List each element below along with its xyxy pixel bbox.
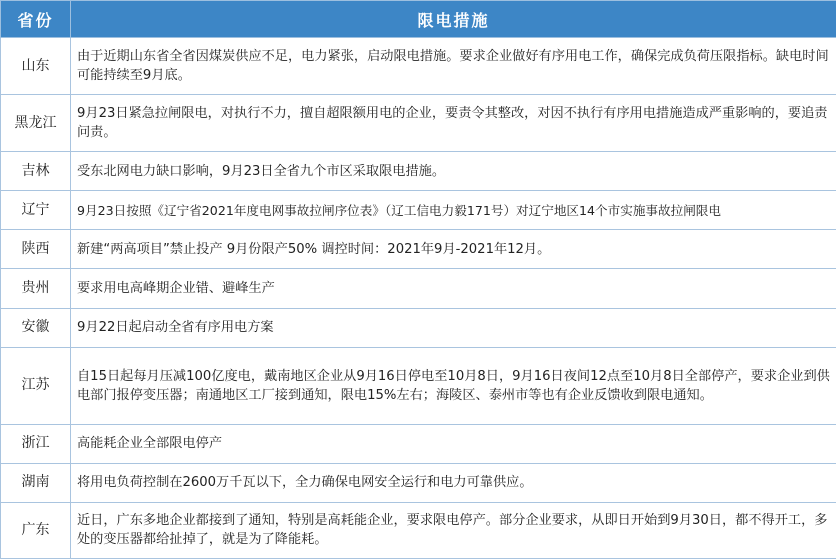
table-header-row [1, 1, 836, 38]
province-cell: 辽宁 [1, 191, 71, 230]
table-row [1, 269, 836, 308]
measures-cell: 将用电负荷控制在2600万千瓦以下，全力确保电网安全运行和电力可靠供应。 [71, 463, 836, 502]
table-row [1, 424, 836, 463]
province-cell: 贵州 [1, 269, 71, 308]
province-cell: 山东 [1, 38, 71, 95]
table-row [1, 38, 836, 95]
measures-cell: 高能耗企业全部限电停产 [71, 424, 836, 463]
province-cell: 安徽 [1, 308, 71, 347]
table-row [1, 308, 836, 347]
province-cell: 湖南 [1, 463, 71, 502]
measures-cell: 由于近期山东省全省因煤炭供应不足，电力紧张，启动限电措施。要求企业做好有序用电工作，确保完成负荷压限指标。缺电时间可能持续至9月底。 [71, 38, 836, 95]
province-cell: 浙江 [1, 424, 71, 463]
measures-cell: 9月23日紧急拉闸限电，对执行不力，擅自超限额用电的企业，要责令其整改，对因不执行有序用电措施造成严重影响的，要追责问责。 [71, 95, 836, 152]
measures-cell: 要求用电高峰期企业错、避峰生产 [71, 269, 836, 308]
measures-cell: 新建“两高项目”禁止投产 9月份限产50% 调控时间：2021年9月-2021年12月。 [71, 230, 836, 269]
measures-cell: 受东北网电力缺口影响，9月23日全省九个市区采取限电措施。 [71, 152, 836, 191]
table-row [1, 230, 836, 269]
province-cell: 吉林 [1, 152, 71, 191]
table-row [1, 95, 836, 152]
province-cell: 陕西 [1, 230, 71, 269]
province-cell: 江苏 [1, 347, 71, 424]
province-cell: 广东 [1, 502, 71, 558]
measures-cell: 9月23日按照《辽宁省2021年度电网事故拉闸序位表》（辽工信电力毅171号）对辽宁地区14个市实施事故拉闸限电 [71, 191, 836, 230]
header-province: 省份 [1, 1, 71, 38]
header-measures: 限电措施 [71, 1, 836, 38]
table-row [1, 463, 836, 502]
measures-cell: 近日，广东多地企业都接到了通知，特别是高耗能企业，要求限电停产。部分企业要求，从即日开始到9月30日，都不得开工，多处的变压器都给扯掉了，就是为了降能耗。 [71, 502, 836, 558]
measures-cell: 9月22日起启动全省有序用电方案 [71, 308, 836, 347]
table-row [1, 152, 836, 191]
measures-cell: 自15日起每月压减100亿度电，戴南地区企业从9月16日停电至10月8日，9月16日夜间12点至10月8日全部停产，要求企业到供电部门报停变压器；南通地区工厂接到通知，限电15%左右；海陵区、泰州市等也有企业反馈收到限电通知。 [71, 347, 836, 424]
province-cell: 黑龙江 [1, 95, 71, 152]
table-row [1, 347, 836, 424]
table-row [1, 502, 836, 558]
table-row [1, 191, 836, 230]
